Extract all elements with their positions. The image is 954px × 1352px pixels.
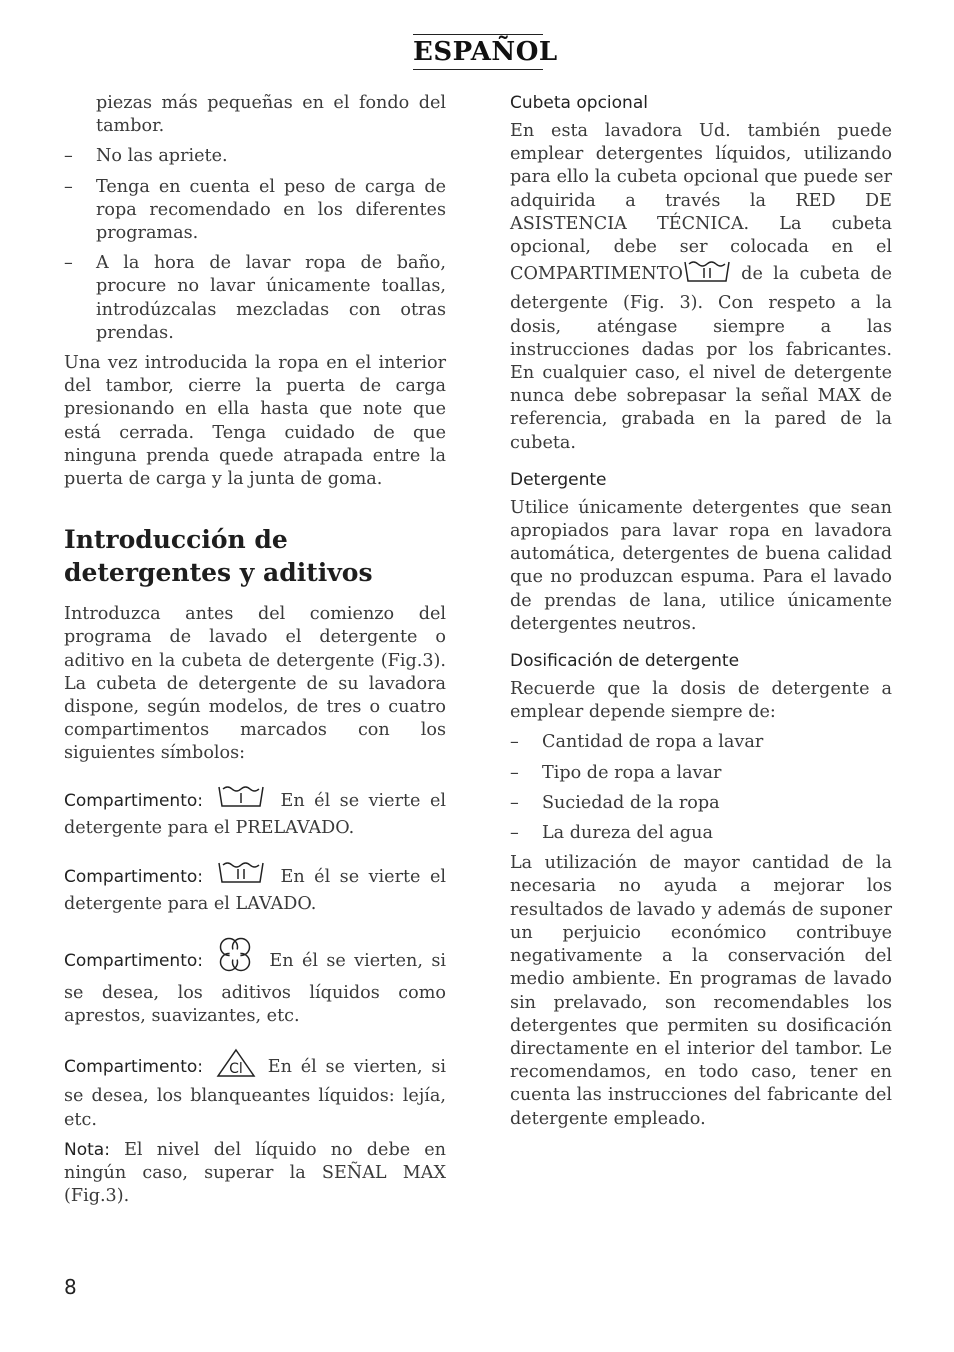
cubeta-paragraph [510, 120, 892, 455]
dosificacion-paragraph: La utilización de mayor cantidad de la necesaria no ayuda a mejorar los resultados de lavado y además de suponer un perjuicio económico contribuye negativamente a la conservación del medio ambiente. En programas de lavado sin prelavado, son recomendables los detergentes que permiten su dosificación directamente en el interior del tambor. Le recomendamos, en todo caso, tener en cuenta las instrucciones del fabricante del detergente empleado. [510, 853, 892, 1129]
compartment-label: Compartimento: [64, 951, 204, 972]
bleach-triangle-cl-icon [216, 1048, 256, 1085]
compartment-text: En él se vierte el detergente para el LAVADO. [64, 867, 446, 915]
loading-paragraph: Una vez introducida la ropa en el interior del tambor, cierre la puerta de carga presionando en ella hasta que note que está cerrada. Tenga cuidado de que ninguna prenda quede atrapada entre la puerta de carga y la junta de goma. [64, 353, 446, 490]
list-dash: – [64, 253, 73, 274]
list-item-text: Tipo de ropa a lavar [542, 762, 722, 783]
note-text: El nivel del líquido no debe en ningún caso, superar la SEÑAL MAX (Fig.3). [64, 1139, 447, 1207]
subheading-detergente: Detergente [510, 469, 607, 490]
section-heading: Introducción de detergentes y aditivos [64, 525, 373, 588]
list-dash: – [510, 732, 519, 753]
note-paragraph [64, 1139, 446, 1209]
list-dash: – [510, 792, 519, 813]
subheading-dosificacion: Dosificación de detergente [510, 651, 740, 672]
list-dash: – [510, 762, 519, 783]
list-item-text: Cantidad de ropa a lavar [542, 732, 764, 753]
compartment-label: Compartimento: [64, 790, 204, 811]
dosificacion-intro: Recuerde que la dosis de detergente a emplear depende siempre de: [510, 679, 892, 723]
list-item [64, 252, 446, 345]
list-item-text: Tenga en cuenta el peso de carga de ropa recomendado en los diferentes programas. [96, 176, 446, 244]
cubeta-text-post: de la cubeta de detergente (Fig. 3). Con respeto a la dosis, aténgase siempre a las instrucciones dadas por los fabricantes. En cualquier caso, el nivel de detergente nunca debe sobrepasar la señal MAX de referencia, grabada en la pared de la cubeta. [510, 264, 892, 453]
list-item [64, 145, 446, 168]
list-dash: – [64, 176, 73, 197]
right-column [510, 92, 892, 1131]
list-item [510, 762, 892, 785]
intro-paragraph: Introduzca antes del comienzo del programa de lavado el detergente o aditivo en la cubeta de detergente (Fig.3). La cubeta de detergente de su lavadora dispone, según modelos, de tres o cuatro compartimentos marcados con los siguientes símbolos: [64, 604, 446, 764]
svg-text:Cl: Cl [228, 1061, 243, 1078]
list-dash: – [510, 823, 519, 844]
continuation-text: piezas más pequeñas en el fondo del tambor. [96, 93, 446, 137]
compartment-text: En él se vierte el detergente para el PRELAVADO. [64, 790, 446, 838]
list-item-text: A la hora de lavar ropa de baño, procure no lavar únicamente toallas, introdúzcalas mezcladas con otras prendas. [96, 253, 446, 343]
compartment-softener [64, 936, 446, 1028]
compartment-prewash [64, 784, 446, 840]
list-item-text: No las apriete. [96, 146, 228, 167]
page-number: 8 [64, 1275, 77, 1299]
list-item [510, 731, 892, 754]
flower-softener-icon [215, 936, 255, 981]
list-dash: – [64, 146, 73, 167]
wash-tub-II-icon [683, 259, 731, 292]
wash-tub-II-icon [217, 860, 265, 893]
compartment-label: Compartimento: [64, 867, 204, 888]
compartment-text: En él se vierten, si se desea, los aditivos líquidos como aprestos, suavizantes, etc. [64, 951, 446, 1026]
list-item [64, 176, 446, 246]
left-column [64, 92, 446, 1208]
note-label: Nota: [64, 1139, 110, 1160]
detergente-paragraph: Utilice únicamente detergentes que sean apropiados para lavar ropa en lavadora automática, detergentes de buena calidad que no produzcan espuma. Para el lavado de prendas de lana, utilice únicamente detergentes neutros. [510, 497, 892, 634]
list-item-text: La dureza del agua [542, 823, 713, 844]
list-item-text: Suciedad de la ropa [542, 792, 720, 813]
list-item [510, 792, 892, 815]
list-item [510, 822, 892, 845]
compartment-label: Compartimento: [64, 1057, 204, 1078]
prewash-tub-I-icon [217, 784, 265, 817]
cubeta-text-pre: En esta lavadora Ud. también puede emplear detergentes líquidos, utilizando para ello la cubeta opcional que puede ser adquirida a través la RED DE ASISTENCIA TÉCNICA. La cubeta opcional, debe ser colocada en el COMPARTIMENTO [510, 121, 892, 285]
compartment-wash [64, 860, 446, 916]
language-header: ESPAÑOL [413, 34, 543, 70]
subheading-cubeta: Cubeta opcional [510, 93, 648, 113]
compartment-bleach [64, 1048, 446, 1132]
compartment-text: En él se vierten, si se desea, los blanqueantes líquidos: lejía, etc. [64, 1057, 446, 1130]
